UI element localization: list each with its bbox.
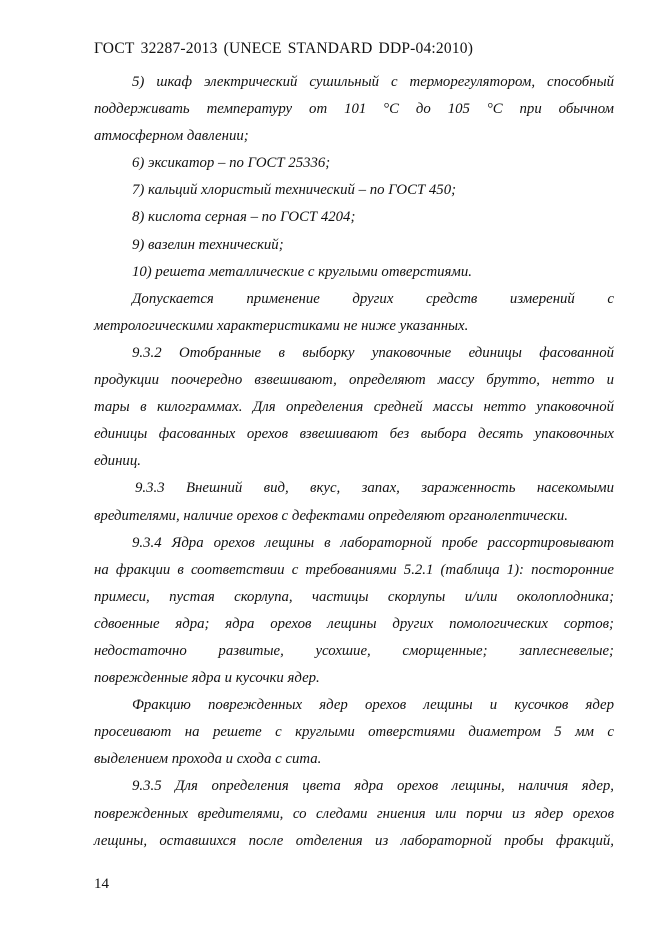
text-line: Фракцию поврежденных ядер орехов лещины и кусочков ядер xyxy=(132,697,614,714)
text-line: примеси, пустая скорлупа, частицы скорлупы и/или околоплодника; xyxy=(94,588,614,605)
text-line: выделением прохода и схода с сита. xyxy=(94,751,322,768)
text-line: просеивают на решете с круглыми отверстиями диаметром 5 мм с xyxy=(94,724,614,741)
text-line: на фракции в соответствии с требованиями 5.2.1 (таблица 1): посторонние xyxy=(94,561,614,578)
text-line: 9.3.4 Ядра орехов лещины в лабораторной пробе рассортировывают xyxy=(132,534,614,551)
page-header: ГОСТ 32287-2013 (UNECE STANDARD DDP-04:2010) xyxy=(94,40,474,57)
text-line: атмосферном давлении; xyxy=(94,128,249,145)
text-line: поврежденных вредителями, со следами гниения или порчи из ядер орехов xyxy=(94,805,614,822)
text-line: продукции поочередно взвешивают, определяют массу брутто, нетто и xyxy=(94,372,614,389)
text-line: единиц. xyxy=(94,453,141,470)
text-line: 9.3.3 Внешний вид, вкус, запах, зараженность насекомыми xyxy=(135,480,614,497)
text-line: поврежденные ядра и кусочки ядер. xyxy=(94,670,320,687)
text-line: поддерживать температуру от 101 °С до 105 °С при обычном xyxy=(94,101,614,118)
text-line: вредителями, наличие орехов с дефектами определяют органолептически. xyxy=(94,507,568,524)
body-text xyxy=(94,69,614,855)
text-line: 9.3.2 Отобранные в выборку упаковочные единицы фасованной xyxy=(132,344,614,361)
text-line: 9) вазелин технический; xyxy=(132,236,284,253)
text-line: лещины, оставшихся после отделения из лабораторной пробы фракций, xyxy=(94,832,614,849)
text-line: недостаточно развитые, усохшие, сморщенные; заплесневелые; xyxy=(94,642,614,659)
text-line: 10) решета металлические с круглыми отверстиями. xyxy=(132,263,472,280)
text-line: тары в килограммах. Для определения средней массы нетто упаковочной xyxy=(94,399,614,416)
text-line: единицы фасованных орехов взвешивают без выбора десять упаковочных xyxy=(94,426,614,443)
text-line: 5) шкаф электрический сушильный с терморегулятором, способный xyxy=(132,74,614,90)
text-line: 7) кальций хлористый технический – по ГОСТ 450; xyxy=(132,182,457,199)
text-line: 9.3.5 Для определения цвета ядра орехов лещины, наличия ядер, xyxy=(132,778,614,795)
text-line: Допускается применение других средств измерений с xyxy=(132,290,614,307)
text-line: сдвоенные ядра; ядра орехов лещины других помологических сортов; xyxy=(94,615,614,632)
text-line: 8) кислота серная – по ГОСТ 4204; xyxy=(132,209,356,226)
text-line: метрологическими характеристиками не ниже указанных. xyxy=(94,317,469,334)
page-number: 14 xyxy=(94,876,109,892)
text-line: 6) эксикатор – по ГОСТ 25336; xyxy=(132,155,331,172)
